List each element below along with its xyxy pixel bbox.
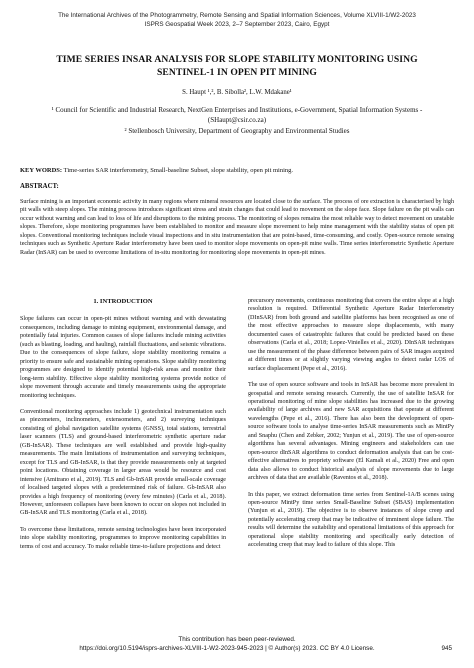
section-heading-introduction: 1. INTRODUCTION	[93, 298, 153, 305]
keywords-label: KEY WORDS:	[20, 167, 63, 174]
keywords-text: Time-series SAR interferometry, Small-baseline Subset, slope stability, open pit mining.	[62, 167, 294, 174]
abstract-text: Surface mining is an important economic activity in many regions where mineral resources are located close to the surface. The process of ore extraction is characterised by high pit walls with steep slopes. The mining process introduces significant stress and strain changes that could lead to movement on the slope face. Slope failure on the pit walls can occur without warning and can lead to loss of life and disruptions to the mining process. The monitoring of slopes remains the most reliable way to detect movement on unstable slopes. Therefore, slope monitoring programmes have been established to monitor and measure slope movement to help mine management with the stability status of open pit slopes. Conventional monitoring techniques include visual inspections and in situ instrumentation that are point-based, time-consuming, and costly. Open-source remote sensing techniques such as Synthetic Aperture Radar interferometry have been used to monitor slope movements on open-pit mine walls. Time series interferometric Synthetic Aperture Radar (InSAR) can be used to overcome limitations of in-situ monitoring for monitoring slope movements in open-pit mines.	[20, 199, 454, 256]
right-column	[248, 297, 454, 558]
peer-review-note: This contribution has been peer-reviewed.	[178, 636, 296, 643]
intro-paragraph-4: precursory movements, continuous monitoring that covers the entire slope at a high resolution is required. Differential Synthetic Aperture Radar Interferometry (DInSAR) from both ground and satellite platforms has been recognised as one of the most effective approaches to measure slope displacements, with many documented cases of catastrophic failures that could be predicted based on these observations (Carla et al., 2018; Lopez-Vinielles et al., 2020). DInSAR techniques use the measurement of the phase difference between pairs of SAR images acquired at different times or at slightly varying viewing angles to detect radar LOS of surface displacement (Pepe et al., 2016).	[248, 298, 454, 372]
abstract-heading: ABSTRACT:	[20, 183, 59, 190]
journal-header-line1: The International Archives of the Photogrammetry, Remote Sensing and Spatial Information Sciences, Volume XLVIII-1/W2-2023	[58, 12, 416, 19]
intro-paragraph-3: To overcome these limitations, remote sensing technologies have been incorporated into slope stability monitoring, programmes to improve monitoring capabilities in terms of cost and accuracy. To make reliable time-to-failure projections and detect	[20, 526, 226, 550]
intro-paragraph-2: Conventional monitoring approaches include 1) geotechnical instrumentation such as piezometers, inclinometers, extensometers, and 2) surveying techniques consisting of global navigation satellite systems (GNSS), total stations, terrestrial laser scanners (TLS) and ground-based interferometric synthetic aperture radar (GB-InSAR). These techniques are well established and provide high-quality measurements. The main limitations of instrumentation and surveying techniques, except for TLS and GB-InSAR, is that they provide measurements only at targeted point locations. Obtaining coverage in larger areas would be resource and cost intensive (Amitrano et al., 2019). TLS and Gb-InSAR provide small-scale coverage of localised targeted slopes with a predetermined risk of failure. Gb-InSAR also provides a high frequency of monitoring (every few minutes) (Carla et al., 2018). However, unforeseen collapses have been known to occur on slopes not included in GB-InSAR and TLS monitoring (Carla et al., 2018).	[20, 408, 226, 517]
doi-license-line[interactable]: https://doi.org/10.5194/isprs-archives-XLVIII-1-W2-2023-945-2023 | © Author(s) 2023. CC BY 4.0 License.	[79, 645, 375, 652]
left-column	[20, 298, 226, 559]
journal-header-line2: ISPRS Geospatial Week 2023, 2–7 September 2023, Cairo, Egypt	[144, 21, 330, 28]
intro-paragraph-5: The use of open source software and tools in InSAR has become more prevalent in geospatial and remote sensing research. Currently, the use of satellite InSAR for operational monitoring of mine slope stabilities has increased due to the growing availability of large archives and new SAR acquisitions that operate at different wavelengths (Pepe et al., 2016). There has also been the development of open-source software tools to analyse time-series InSAR measurements such as MintPy and Snaphu (Chen and Zebker, 2002; Yunjun et al., 2019). The use of open-source algorithms has several advantages. Mining engineers and stakeholders can use open-source dInSAR algorithms to conduct deformation analysis that can be cost-effective alternatives to propriety software (El Kamali et al., 2020) Free and open data also allows to conduct historical analysis of slope movements due to large archives of data that are available (Raventos et al., 2018).	[248, 382, 454, 482]
affiliation-2: ² Stellenbosch University, Department of Geography and Environmental Studies	[124, 127, 350, 135]
affiliation-1: ¹ Council for Scientific and Industrial Research, NextGen Enterprises and Institutions, e-Government, Spatial Information Systems - (SHaupt@csir.co.za)	[51, 106, 423, 124]
paper-title: TIME SERIES INSAR ANALYSIS FOR SLOPE STABILITY MONITORING USING SENTINEL-1 IN OPEN PIT MINING	[56, 54, 418, 78]
keywords	[20, 166, 454, 175]
intro-paragraph-1: Slope failures can occur in open-pit mines without warning and with devastating consequences, including damage to mining equipment, environmental damage, and potentially fatal injuries. Common causes of slope failures include mining activities (such as blasting, loading, and hauling), rainfall fluctuations, and seismic vibrations. Due to the consequences of slope failure, slope stability monitoring remains a priority to ensure safe and sustainable mining operations. Slope stability monitoring programmes are designed to identify potential high-risk areas and monitor their long-term stability. Effective slope stability monitoring systems provide notice of slope movement through accurate and timely measurements using the appropriate monitoring techniques.	[20, 316, 226, 399]
page-number: 945	[441, 645, 452, 652]
author-list: S. Haupt ¹,², B. Sibolla², L.W. Mdakane¹	[182, 89, 292, 96]
intro-paragraph-6: In this paper, we extract deformation time series from Sentinel-1A/B scenes using open-source MintPy time series Small-Baseline Subset (SBAS) implementation (Yunjun et al., 2019). The objective is to observe instances of slope creep and potentially accelerating creep that may be indicative of imminent slope failure. The results will determine the suitability and operational limitations of this approach for operational slope stability monitoring and specifically early detection of accelerating creep that may lead to failure of this slope. This	[248, 491, 454, 549]
